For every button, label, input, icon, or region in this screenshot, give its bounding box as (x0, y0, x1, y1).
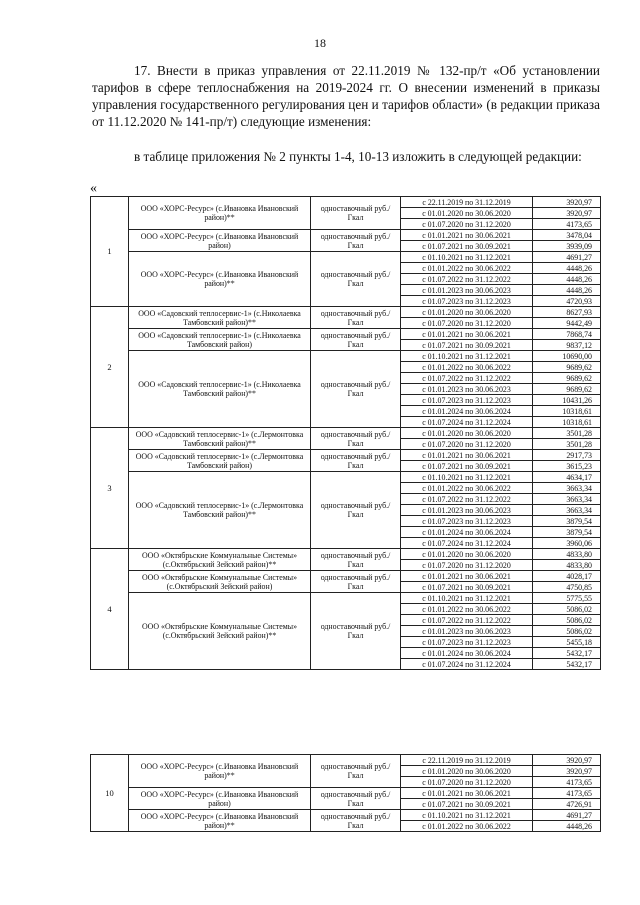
table-row (91, 197, 601, 208)
tariff-value: 10318,61 (533, 406, 601, 417)
tariff-value: 3879,54 (533, 527, 601, 538)
item-number: 2 (91, 307, 129, 428)
tariff-period: с 01.01.2022 по 30.06.2022 (401, 263, 533, 274)
tariff-value: 5432,17 (533, 648, 601, 659)
table-row (91, 329, 601, 340)
tariff-value: 3879,54 (533, 516, 601, 527)
tariff-unit: одноставочный руб./Гкал (311, 755, 401, 788)
tariff-value: 3939,09 (533, 241, 601, 252)
tariff-period: с 01.07.2024 по 31.12.2024 (401, 417, 533, 428)
paragraph-amendment: 17. Внести в приказ управления от 22.11.2019 № 132-пр/т «Об установлении тарифов в сфере теплоснабжения на 2019-2024 гг. О внесении изменений в приказы управления государственного регулирования цен и тарифов области» (в редакции приказа от 11.12.2020 № 141-пр/т) следующие изменения: (92, 63, 600, 129)
tariff-value: 5455,18 (533, 637, 601, 648)
tariff-value: 4028,17 (533, 571, 601, 582)
tariff-value: 3501,28 (533, 439, 601, 450)
tariff-value: 4833,80 (533, 549, 601, 560)
tariff-period: с 01.07.2023 по 31.12.2023 (401, 516, 533, 527)
tariff-unit: одноставочный руб./Гкал (311, 351, 401, 428)
tariff-value: 9689,62 (533, 373, 601, 384)
tariff-unit: одноставочный руб./Гкал (311, 428, 401, 450)
tariff-period: с 01.01.2020 по 30.06.2020 (401, 428, 533, 439)
tariff-period: с 01.01.2020 по 30.06.2020 (401, 549, 533, 560)
tariff-period: с 01.07.2021 по 30.09.2021 (401, 241, 533, 252)
table-row (91, 351, 601, 362)
tariff-period: с 01.01.2021 по 30.06.2021 (401, 230, 533, 241)
tariff-period: с 01.07.2020 по 31.12.2020 (401, 318, 533, 329)
organization-name: ООО «ХОРС-Ресурс» (с.Ивановка Ивановский район) (129, 788, 311, 810)
tariff-period: с 22.11.2019 по 31.12.2019 (401, 755, 533, 766)
organization-name: ООО «ХОРС-Ресурс» (с.Ивановка Ивановский район) (129, 230, 311, 252)
tariff-period: с 01.07.2022 по 31.12.2022 (401, 494, 533, 505)
tariff-value: 3663,34 (533, 505, 601, 516)
tariff-value: 4691,27 (533, 810, 601, 821)
organization-name: ООО «Садовский теплосервис-1» (с.Николаевка Тамбовский район) (129, 329, 311, 351)
tariff-value: 3920,97 (533, 766, 601, 777)
organization-name: ООО «ХОРС-Ресурс» (с.Ивановка Ивановский район)** (129, 755, 311, 788)
tariff-period: с 22.11.2019 по 31.12.2019 (401, 197, 533, 208)
tariff-value: 8627,93 (533, 307, 601, 318)
table-row (91, 549, 601, 560)
tariff-period: с 01.01.2023 по 30.06.2023 (401, 505, 533, 516)
tariff-period: с 01.01.2021 по 30.06.2021 (401, 788, 533, 799)
organization-name: ООО «ХОРС-Ресурс» (с.Ивановка Ивановский район)** (129, 197, 311, 230)
organization-name: ООО «Садовский теплосервис-1» (с.Лермонтовка Тамбовский район)** (129, 472, 311, 549)
tariff-value: 10690,00 (533, 351, 601, 362)
item-number: 3 (91, 428, 129, 549)
tariff-period: с 01.07.2021 по 30.09.2021 (401, 799, 533, 810)
tariff-unit: одноставочный руб./Гкал (311, 197, 401, 230)
table-row (91, 450, 601, 461)
tariff-value: 7868,74 (533, 329, 601, 340)
organization-name: ООО «Садовский теплосервис-1» (с.Николаевка Тамбовский район)** (129, 351, 311, 428)
organization-name: ООО «Октябрьские Коммунальные Системы» (с.Октябрьский Зейский район) (129, 571, 311, 593)
tariff-value: 4448,26 (533, 263, 601, 274)
tariff-period: с 01.01.2022 по 30.06.2022 (401, 483, 533, 494)
tariff-period: с 01.10.2021 по 31.12.2021 (401, 810, 533, 821)
tariff-period: с 01.07.2024 по 31.12.2024 (401, 659, 533, 670)
tariff-value: 5086,02 (533, 626, 601, 637)
tariff-period: с 01.07.2023 по 31.12.2023 (401, 296, 533, 307)
tariff-unit: одноставочный руб./Гкал (311, 549, 401, 571)
tariff-unit: одноставочный руб./Гкал (311, 472, 401, 549)
tariff-value: 4448,26 (533, 274, 601, 285)
item-number: 10 (91, 755, 129, 832)
tariff-period: с 01.01.2021 по 30.06.2021 (401, 571, 533, 582)
tariff-period: с 01.01.2022 по 30.06.2022 (401, 604, 533, 615)
tariff-value: 4173,65 (533, 777, 601, 788)
tariff-value: 3960,06 (533, 538, 601, 549)
tariff-value: 4726,91 (533, 799, 601, 810)
organization-name: ООО «Садовский теплосервис-1» (с.Лермонтовка Тамбовский район) (129, 450, 311, 472)
tariff-period: с 01.10.2021 по 31.12.2021 (401, 593, 533, 604)
item-number: 4 (91, 549, 129, 670)
tariff-value: 4634,17 (533, 472, 601, 483)
tariff-unit: одноставочный руб./Гкал (311, 810, 401, 832)
tariff-period: с 01.01.2021 по 30.06.2021 (401, 329, 533, 340)
tariff-period: с 01.01.2022 по 30.06.2022 (401, 362, 533, 373)
tariff-period: с 01.07.2020 по 31.12.2020 (401, 560, 533, 571)
tariff-period: с 01.07.2020 по 31.12.2020 (401, 219, 533, 230)
tariff-value: 9442,49 (533, 318, 601, 329)
tariff-period: с 01.01.2023 по 30.06.2023 (401, 626, 533, 637)
tariff-period: с 01.01.2020 по 30.06.2020 (401, 208, 533, 219)
table-row (91, 810, 601, 821)
table-row (91, 428, 601, 439)
tariff-period: с 01.07.2024 по 31.12.2024 (401, 538, 533, 549)
tariff-unit: одноставочный руб./Гкал (311, 329, 401, 351)
tariff-value: 5775,55 (533, 593, 601, 604)
tariff-value: 3920,97 (533, 755, 601, 766)
tariff-period: с 01.07.2023 по 31.12.2023 (401, 637, 533, 648)
tariff-period: с 01.10.2021 по 31.12.2021 (401, 472, 533, 483)
organization-name: ООО «Садовский теплосервис-1» (с.Лермонтовка Тамбовский район)** (129, 428, 311, 450)
tariff-period: с 01.01.2020 по 30.06.2020 (401, 307, 533, 318)
tariff-value: 5086,02 (533, 604, 601, 615)
tariff-period: с 01.07.2022 по 31.12.2022 (401, 373, 533, 384)
tariff-value: 4750,85 (533, 582, 601, 593)
table-row (91, 593, 601, 604)
tariff-value: 3501,28 (533, 428, 601, 439)
tariff-period: с 01.01.2020 по 30.06.2020 (401, 766, 533, 777)
tariff-value: 2917,73 (533, 450, 601, 461)
table-row (91, 755, 601, 766)
organization-name: ООО «ХОРС-Ресурс» (с.Ивановка Ивановский район)** (129, 810, 311, 832)
tariff-value: 3663,34 (533, 494, 601, 505)
tariff-value: 9689,62 (533, 362, 601, 373)
tariff-period: с 01.01.2023 по 30.06.2023 (401, 384, 533, 395)
table-row (91, 472, 601, 483)
tariff-value: 4173,65 (533, 788, 601, 799)
organization-name: ООО «Октябрьские Коммунальные Системы» (с.Октябрьский Зейский район)** (129, 549, 311, 571)
table-row (91, 230, 601, 241)
tariff-period: с 01.01.2024 по 30.06.2024 (401, 648, 533, 659)
tariff-period: с 01.01.2023 по 30.06.2023 (401, 285, 533, 296)
tariff-unit: одноставочный руб./Гкал (311, 593, 401, 670)
tariff-value: 3663,34 (533, 483, 601, 494)
table-row (91, 252, 601, 263)
tariff-value: 4720,93 (533, 296, 601, 307)
tariff-unit: одноставочный руб./Гкал (311, 450, 401, 472)
tariff-period: с 01.01.2022 по 30.06.2022 (401, 821, 533, 832)
tariff-value: 3478,04 (533, 230, 601, 241)
tariff-period: с 01.07.2022 по 31.12.2022 (401, 615, 533, 626)
tariff-value: 3920,97 (533, 197, 601, 208)
tariff-table-items-1-4 (90, 196, 601, 670)
tariff-value: 4448,26 (533, 285, 601, 296)
tariff-period: с 01.07.2021 по 30.09.2021 (401, 340, 533, 351)
tariff-value: 9689,62 (533, 384, 601, 395)
tariff-period: с 01.01.2024 по 30.06.2024 (401, 406, 533, 417)
organization-name: ООО «Октябрьские Коммунальные Системы» (с.Октябрьский Зейский район)** (129, 593, 311, 670)
tariff-period: с 01.07.2020 по 31.12.2020 (401, 439, 533, 450)
tariff-period: с 01.07.2023 по 31.12.2023 (401, 395, 533, 406)
tariff-period: с 01.10.2021 по 31.12.2021 (401, 252, 533, 263)
table-row (91, 571, 601, 582)
tariff-table-items-10 (90, 754, 601, 832)
tariff-unit: одноставочный руб./Гкал (311, 307, 401, 329)
tariff-value: 4448,26 (533, 821, 601, 832)
table-row (91, 788, 601, 799)
tariff-value: 3920,97 (533, 208, 601, 219)
tariff-period: с 01.01.2021 по 30.06.2021 (401, 450, 533, 461)
tariff-value: 4833,80 (533, 560, 601, 571)
tariff-value: 5086,02 (533, 615, 601, 626)
tariff-value: 4173,65 (533, 219, 601, 230)
tariff-period: с 01.01.2024 по 30.06.2024 (401, 527, 533, 538)
tariff-value: 9837,12 (533, 340, 601, 351)
table-row (91, 307, 601, 318)
paragraph-table-instruction: в таблице приложения № 2 пункты 1-4, 10-13 изложить в следующей редакции: (134, 149, 582, 164)
tariff-value: 3615,23 (533, 461, 601, 472)
item-number: 1 (91, 197, 129, 307)
tariff-value: 5432,17 (533, 659, 601, 670)
tariff-unit: одноставочный руб./Гкал (311, 252, 401, 307)
tariff-period: с 01.07.2020 по 31.12.2020 (401, 777, 533, 788)
tariff-period: с 01.07.2021 по 30.09.2021 (401, 461, 533, 472)
tariff-value: 10431,26 (533, 395, 601, 406)
tariff-value: 4691,27 (533, 252, 601, 263)
tariff-period: с 01.07.2022 по 31.12.2022 (401, 274, 533, 285)
tariff-value: 10318,61 (533, 417, 601, 428)
opening-quote-mark: « (90, 181, 97, 196)
tariff-period: с 01.07.2021 по 30.09.2021 (401, 582, 533, 593)
tariff-unit: одноставочный руб./Гкал (311, 571, 401, 593)
tariff-period: с 01.10.2021 по 31.12.2021 (401, 351, 533, 362)
organization-name: ООО «ХОРС-Ресурс» (с.Ивановка Ивановский район)** (129, 252, 311, 307)
page-number: 18 (314, 36, 326, 50)
tariff-unit: одноставочный руб./Гкал (311, 788, 401, 810)
tariff-unit: одноставочный руб./Гкал (311, 230, 401, 252)
organization-name: ООО «Садовский теплосервис-1» (с.Николаевка Тамбовский район)** (129, 307, 311, 329)
